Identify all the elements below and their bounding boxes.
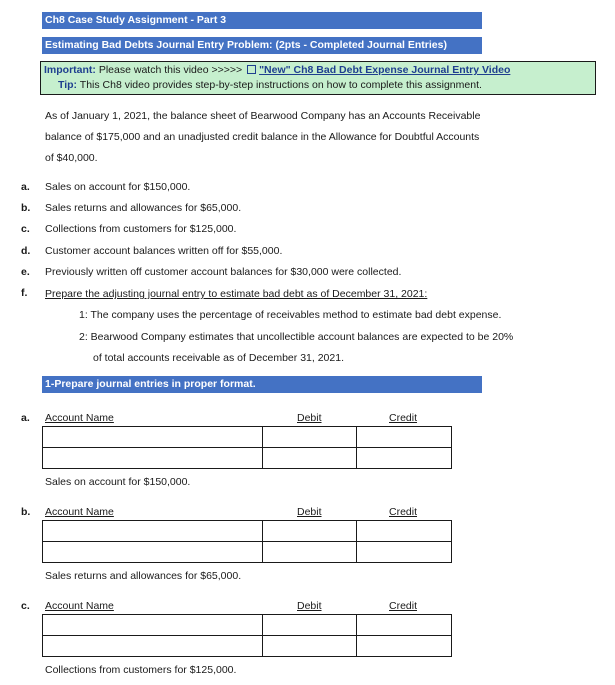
entry-letter: b.: [21, 506, 31, 518]
note-1: 1: The company uses the percentage of receivables method to estimate bad debt expense.: [79, 309, 502, 321]
tip-text: This Ch8 video provides step-by-step instructions on how to complete this assignment.: [77, 79, 482, 91]
intro-line-1: As of January 1, 2021, the balance sheet of Bearwood Company has an Accounts Receivable: [45, 110, 481, 122]
credit-cell[interactable]: [357, 615, 452, 636]
journal-table: [42, 426, 452, 469]
video-link-icon[interactable]: [247, 65, 256, 74]
account-cell[interactable]: [43, 427, 263, 448]
credit-cell[interactable]: [357, 427, 452, 448]
table-row: [43, 542, 452, 563]
account-cell[interactable]: [43, 636, 263, 657]
entry-letter: c.: [21, 600, 30, 612]
transaction-letter: e.: [21, 266, 30, 278]
journal-table: [42, 614, 452, 657]
transaction-text: Customer account balances written off for $55,000.: [45, 245, 283, 257]
account-cell[interactable]: [43, 521, 263, 542]
table-row: [43, 427, 452, 448]
transaction-text: Sales returns and allowances for $65,000.: [45, 202, 242, 214]
important-row: [44, 63, 592, 78]
entry-description: Collections from customers for $125,000.: [45, 664, 237, 676]
entry-description: Sales returns and allowances for $65,000.: [45, 570, 242, 582]
intro-line-3: of $40,000.: [45, 152, 98, 164]
debit-cell[interactable]: [263, 448, 357, 469]
credit-cell[interactable]: [357, 636, 452, 657]
journal-table: [42, 520, 452, 563]
transaction-letter: b.: [21, 202, 31, 214]
note-2: 2: Bearwood Company estimates that uncollectible account balances are expected to be 20%: [79, 331, 514, 343]
transaction-text: Collections from customers for $125,000.: [45, 223, 237, 235]
debit-cell[interactable]: [263, 636, 357, 657]
problem-title: Estimating Bad Debts Journal Entry Problem: (2pts - Completed Journal Entries): [42, 37, 482, 54]
debit-header: Debit: [297, 506, 322, 518]
intro-line-2: balance of $175,000 and an unadjusted credit balance in the Allowance for Doubtful Accounts: [45, 131, 480, 143]
account-name-header: Account Name: [45, 412, 114, 424]
table-row: [43, 448, 452, 469]
note-2-continued: of total accounts receivable as of December 31, 2021.: [93, 352, 344, 364]
tip-label: Tip:: [58, 79, 78, 91]
tip-row: [44, 78, 592, 93]
debit-cell[interactable]: [263, 521, 357, 542]
debit-header: Debit: [297, 600, 322, 612]
assignment-title: Ch8 Case Study Assignment - Part 3: [42, 12, 482, 29]
section-title: 1-Prepare journal entries in proper format.: [42, 376, 482, 393]
credit-cell[interactable]: [357, 542, 452, 563]
account-name-header: Account Name: [45, 506, 114, 518]
transaction-text: Previously written off customer account balances for $30,000 were collected.: [45, 266, 402, 278]
entry-description: Sales on account for $150,000.: [45, 476, 191, 488]
transaction-text: Sales on account for $150,000.: [45, 181, 191, 193]
credit-cell[interactable]: [357, 448, 452, 469]
table-row: [43, 521, 452, 542]
transaction-letter: f.: [21, 287, 28, 299]
debit-cell[interactable]: [263, 542, 357, 563]
important-label: Important:: [44, 64, 96, 76]
credit-header: Credit: [389, 412, 418, 424]
debit-cell[interactable]: [263, 615, 357, 636]
account-cell[interactable]: [43, 615, 263, 636]
transaction-letter: a.: [21, 181, 30, 193]
account-cell[interactable]: [43, 542, 263, 563]
table-row: [43, 615, 452, 636]
account-name-header: Account Name: [45, 600, 114, 612]
important-text: Please watch this video >>>>>: [95, 64, 246, 76]
account-cell[interactable]: [43, 448, 263, 469]
transaction-letter: c.: [21, 223, 30, 235]
credit-cell[interactable]: [357, 521, 452, 542]
debit-cell[interactable]: [263, 427, 357, 448]
credit-header: Credit: [389, 600, 418, 612]
transaction-letter: d.: [21, 245, 31, 257]
table-row: [43, 636, 452, 657]
video-link[interactable]: "New" Ch8 Bad Debt Expense Journal Entry Video: [259, 64, 511, 76]
credit-header: Credit: [389, 506, 418, 518]
video-notice: [40, 61, 596, 95]
transaction-text: Prepare the adjusting journal entry to estimate bad debt as of December 31, 2021:: [45, 288, 428, 300]
entry-letter: a.: [21, 412, 30, 424]
debit-header: Debit: [297, 412, 322, 424]
